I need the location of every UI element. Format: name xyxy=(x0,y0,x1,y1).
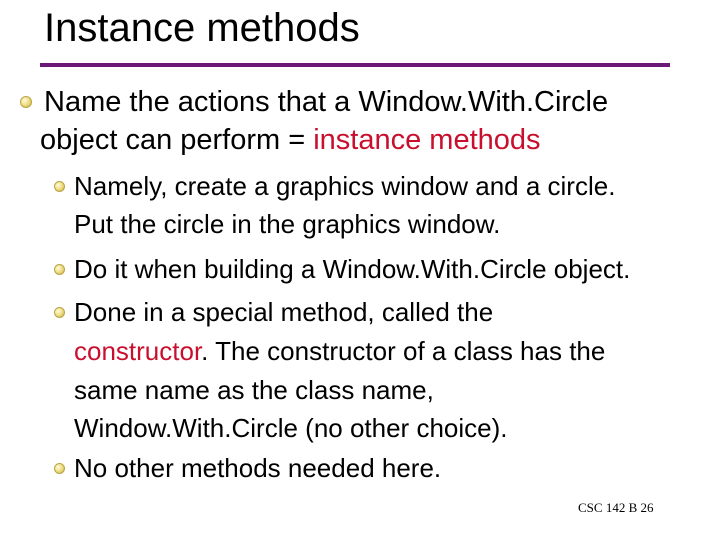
sub-bullet-2-line1: Do it when building a Window.With.Circle object. xyxy=(74,254,631,284)
sub-bullet-icon xyxy=(54,307,65,318)
sub-bullet-4-line1: No other methods needed here. xyxy=(74,453,442,483)
sub-bullet-icon xyxy=(54,463,65,474)
slide-title: Instance methods xyxy=(44,6,360,50)
slide-footer: CSC 142 B 26 xyxy=(578,500,654,515)
bullet-text-plain: object can perform = xyxy=(40,124,314,156)
sub-bullet-1-line1: Namely, create a graphics window and a circle. xyxy=(74,171,616,201)
sub-bullet-icon xyxy=(54,264,65,275)
bullet-text-line1: Name the actions that a Window.With.Circle xyxy=(44,86,609,118)
bullet-icon xyxy=(20,96,32,108)
sub-bullet-3-line1: Done in a special method, called the xyxy=(74,297,494,327)
title-underline xyxy=(40,63,670,67)
sub-bullet-icon xyxy=(54,181,65,192)
sub-bullet-3-line3: same name as the class name, xyxy=(74,375,434,405)
sub-bullet-3-line4: Window.With.Circle (no other choice). xyxy=(74,413,508,443)
sub-bullet-3-line2 xyxy=(74,335,605,367)
instance-methods-highlight: instance methods xyxy=(313,124,541,156)
sub-bullet-1-line2: Put the circle in the graphics window. xyxy=(74,209,501,239)
bullet-text-line2 xyxy=(40,122,541,158)
sub-bullet-3-line2-rest: . The constructor of a class has the xyxy=(201,336,606,366)
constructor-highlight: constructor xyxy=(74,336,202,366)
